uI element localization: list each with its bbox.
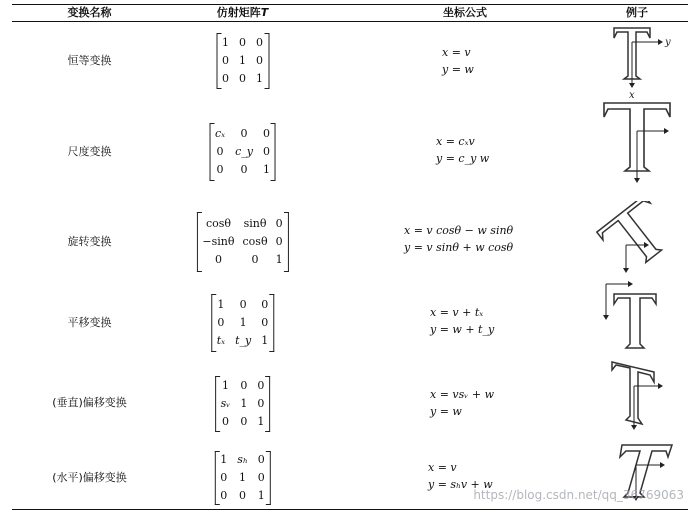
affine-matrix: 1 sₕ 0 0 1 0 0 0 1 — [180, 451, 305, 505]
coordinate-formula: x = v y = w — [442, 46, 474, 76]
svg-text:x: x — [629, 90, 635, 101]
transform-name: (水平)偏移变换 — [52, 471, 127, 484]
header-example: 例子 — [626, 6, 648, 19]
affine-matrix: 1 0 0 0 1 0 0 0 1 — [180, 33, 305, 89]
coordinate-formula: x = v y = sₕv + w — [428, 461, 493, 491]
example-t-translated — [592, 280, 682, 356]
transform-name: 恒等变换 — [67, 54, 112, 67]
table-row-identity — [0, 30, 698, 101]
bottom-rule — [12, 509, 688, 510]
header-matrix: 仿射矩阵T — [216, 6, 269, 19]
affine-matrix: 1 0 0 0 1 0 tₓ t_y 1 — [180, 294, 305, 352]
affine-matrix: 1 0 0 sᵥ 1 0 0 0 1 — [180, 376, 305, 432]
example-t-scale — [592, 101, 682, 187]
header-rule — [12, 21, 688, 22]
coordinate-formula: x = vsᵥ + w y = w — [430, 388, 494, 418]
table-row-vertical-shear — [0, 372, 698, 434]
transform-name: 尺度变换 — [67, 145, 112, 158]
coordinate-formula: x = cₓv y = c_y w — [436, 135, 490, 165]
table-row-translation — [0, 292, 698, 354]
affine-matrix: cosθ sinθ 0 −sinθ cosθ 0 0 0 1 — [170, 212, 315, 272]
transform-name: (垂直)偏移变换 — [52, 396, 127, 409]
table-row-rotation — [0, 207, 698, 277]
affine-matrix: cₓ 0 0 0 c_y 0 0 0 1 — [180, 123, 305, 181]
coordinate-formula: x = v cosθ − w sinθ y = v sinθ + w cosθ — [404, 224, 514, 254]
transform-name: 旋转变换 — [67, 235, 112, 248]
watermark: https://blog.csdn.net/qq_36769063 — [473, 488, 684, 502]
table-row-scale — [0, 117, 698, 187]
header-name: 变换名称 — [67, 6, 112, 19]
header-formula: 坐标公式 — [443, 6, 487, 19]
example-t-vertical-shear — [592, 358, 682, 434]
coordinate-formula: x = v + tₓ y = w + t_y — [430, 306, 495, 336]
example-t-rotated — [592, 201, 682, 279]
svg-text:y: y — [665, 37, 671, 48]
example-t-identity — [592, 24, 682, 102]
transform-name: 平移变换 — [67, 316, 112, 329]
